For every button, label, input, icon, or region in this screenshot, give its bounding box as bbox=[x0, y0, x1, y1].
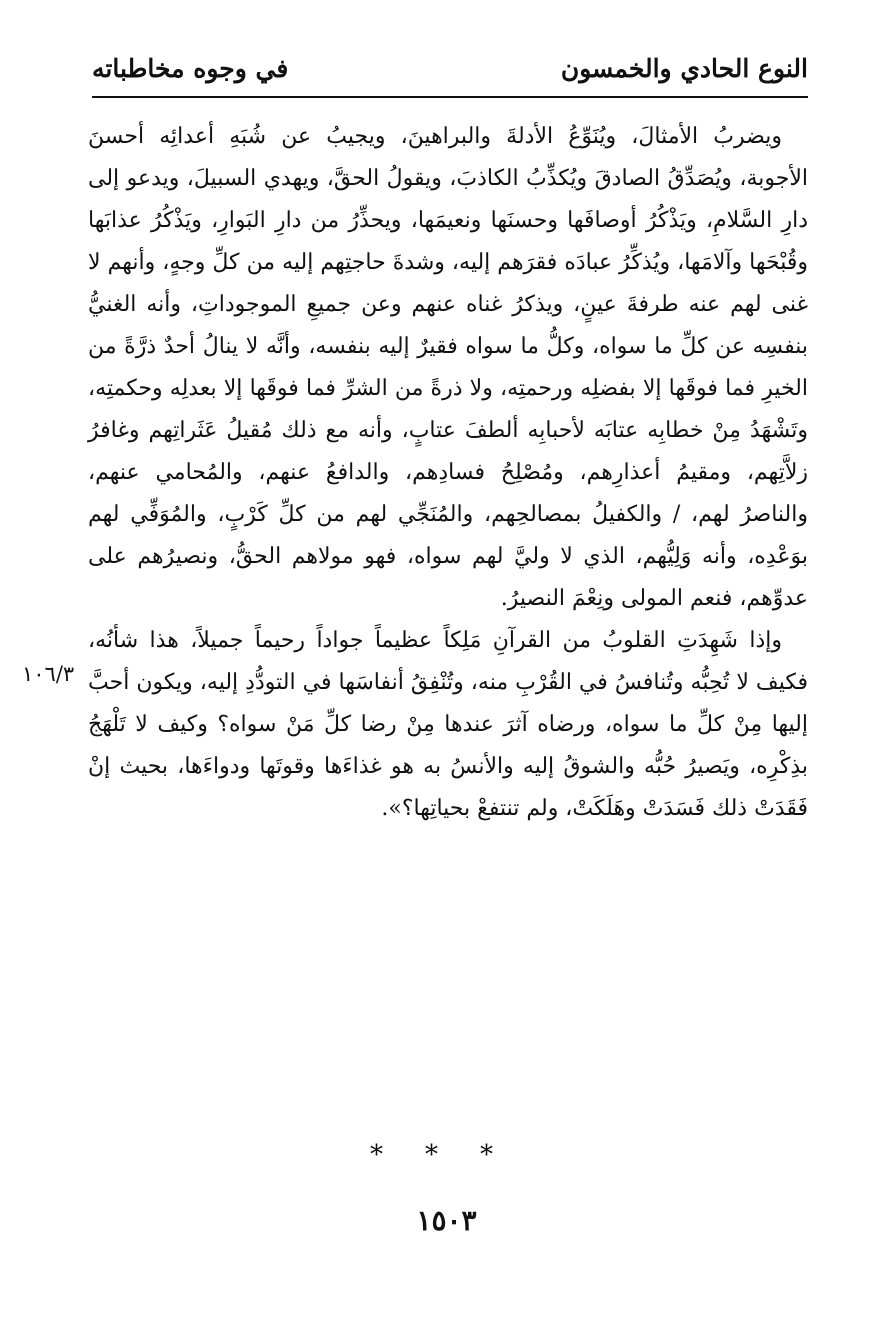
paragraph-2: وإذا شَهِدَتِ القلوبُ من القرآنِ مَلِكاً عظيماً جواداً رحيماً جميلاً، هذا شأنُه، فكيف لا تُحِبُّه وتُنافسُ في القُرْبِ منه، وتُنْفِقُ أنفاسَها في التودُّدِ إليه، ويكون أحبَّ إليها مِنْ كلِّ ما سواه، ورضاه آثرَ عندها مِنْ رضا كلِّ مَنْ سواه؟ وكيف لا تَلْهَجُ بذِكْرِه، ويَصيرُ حُبُّه والشوقُ إليه والأنسُ به هو غذاءَها وقوتَها ودواءَها، بحيث إنْ فَقَدَتْ ذلك فَسَدَتْ وهَلَكَتْ، ولم تنتفعْ بحياتِها؟». bbox=[88, 628, 809, 821]
margin-reference: ١٠٦/٣ bbox=[22, 662, 75, 686]
header-rule bbox=[92, 96, 808, 98]
chapter-title: النوع الحادي والخمسون bbox=[560, 54, 808, 83]
page-number: ١٥٠٣ bbox=[416, 1204, 477, 1237]
ornament-star: * bbox=[480, 1140, 523, 1170]
body-text bbox=[88, 116, 808, 830]
running-header bbox=[92, 52, 808, 96]
ornament-star: * bbox=[425, 1140, 468, 1170]
ornament-star: * bbox=[370, 1140, 413, 1170]
section-ornament bbox=[0, 1140, 893, 1170]
section-title: في وجوه مخاطباته bbox=[92, 54, 289, 83]
paragraph-1: ويضربُ الأمثالَ، ويُنَوِّعُ الأدلةَ والبراهينَ، ويجيبُ عن شُبَهِ أعدائِه أحسنَ الأجوبة، ويُصَدِّقُ الصادقَ ويُكذِّبُ الكاذبَ، ويقولُ الحقَّ، ويهدي السبيلَ، ويدعو إلى دارِ السَّلامِ، ويَذْكُرُ أوصافَها وحسنَها ونعيمَها، ويحذِّرُ من دارِ البَوارِ، ويَذْكُرُ عذابَها وقُبْحَها وآلامَها، ويُذكِّرُ عبادَه فقرَهم إليه، وشدةَ حاجتِهم إليه من كلِّ وجهٍ، وأنهم لا غنى لهم عنه طرفةَ عينٍ، ويذكرُ غناه عنهم وعن جميعِ الموجوداتِ، وأنه الغنيُّ بنفسِه عن كلِّ ما سواه، وكلُّ ما سواه فقيرٌ إليه بنفسه، وأنَّه لا ينالُ أحدٌ ذرَّةً من الخيرِ فما فوقَها إلا بفضلِه ورحمتِه، ولا ذرةً من الشرِّ فما فوقَها إلا بعدلِه وحكمتِه، وتَشْهَدُ مِنْ خطابِه عتابَه لأحبابِه ألطفَ عتابٍ، وأنه مع ذلك مُقيلُ عَثَراتِهم وغافرُ زلاَّتِهم، ومقيمُ أعذارِهم، ومُصْلِحُ فسادِهم، والدافعُ عنهم، والمُحامي عنهم، والناصرُ لهم، / والكفيلُ بمصالحِهم، والمُنَجِّي لهم من كلِّ كَرْبٍ، والمُوَفِّي لهم بوَعْدِه، وأنه وَلِيُّهم، الذي لا وليَّ لهم سواه، فهو مولاهم الحقُّ، ونصيرُهم على عدوِّهم، فنعم المولى ونِعْمَ النصيرُ. bbox=[88, 124, 808, 611]
